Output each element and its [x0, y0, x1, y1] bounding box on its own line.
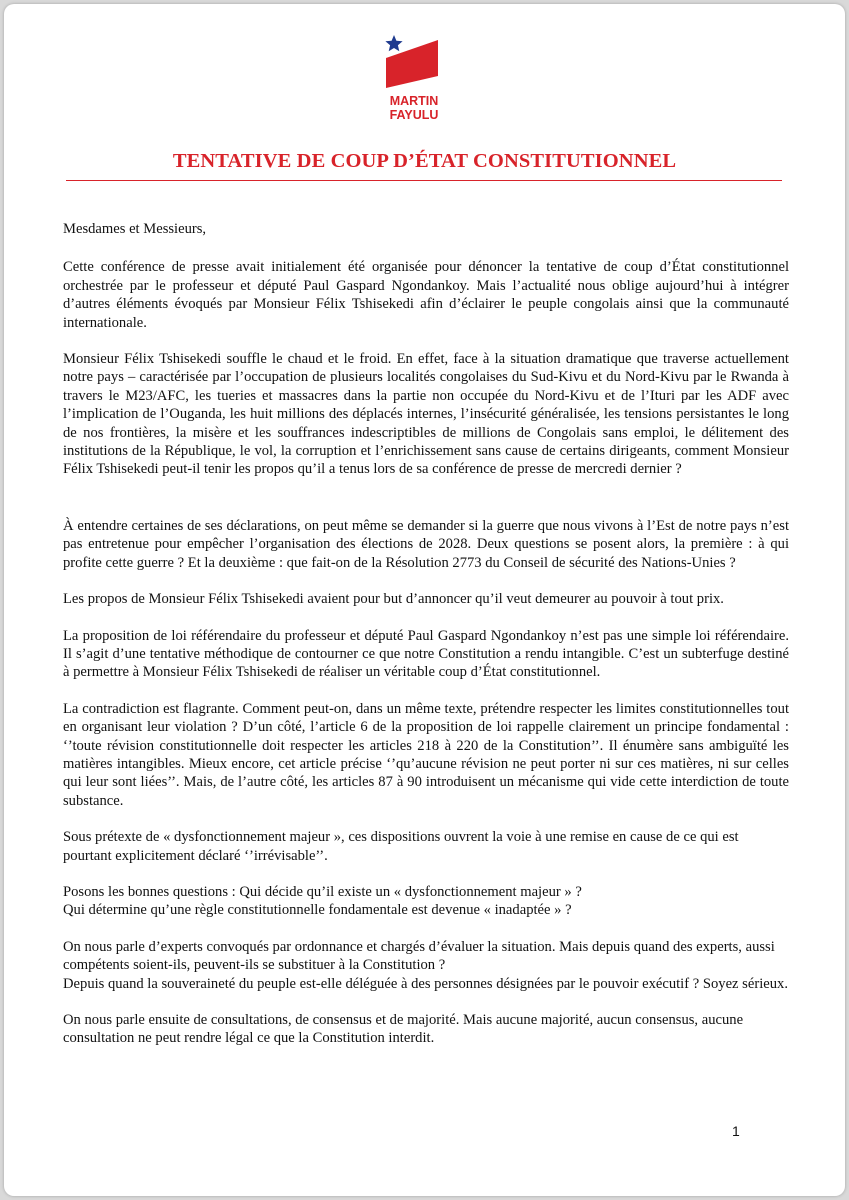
brand-line-1: MARTIN — [389, 94, 439, 108]
paragraph-5: La proposition de loi référendaire du professeur et député Paul Gaspard Ngondankoy n’est pas une simple loi référendaire. Il s’agit d’une tentative méthodique de contourner ce que notre Constitution a rendu intangible. C’est un subterfuge destiné à permettre à Monsieur Félix Tshisekedi de réaliser un véritable coup d’État constitutionnel. — [63, 627, 789, 681]
document-body — [63, 220, 789, 1048]
paragraph-7: Sous prétexte de « dysfonctionnement majeur », ces dispositions ouvrent la voie à une remise en cause de ce qui est pourtant explicitement déclaré ‘’irrévisable’’. — [63, 829, 739, 864]
brand-name — [382, 94, 446, 122]
paragraph-4: Les propos de Monsieur Félix Tshisekedi avaient pour but d’annoncer qu’il veut demeurer au pouvoir à tout prix. — [63, 591, 724, 608]
document-page — [4, 4, 845, 1196]
experts-paragraph-2: Depuis quand la souveraineté du peuple est-elle déléguée à des personnes désignées par le pouvoir exécutif ? Soyez sérieux. — [63, 975, 788, 992]
document-title: TENTATIVE DE COUP D’ÉTAT CONSTITUTIONNEL — [172, 150, 677, 172]
party-logo — [382, 32, 446, 132]
page-number: 1 — [732, 1123, 740, 1139]
question-2: Qui détermine qu’une règle constitutionnelle fondamentale est devenue « inadaptée » ? — [63, 902, 572, 919]
experts-paragraph-1: On nous parle d’experts convoqués par ordonnance et chargés d’évaluer la situation. Mais depuis quand des experts, aussi compétents soient-ils, peuvent-ils se substituer à la Constitution ? — [63, 938, 775, 974]
paragraph-1: Cette conférence de presse avait initialement été organisée pour dénoncer la tentative de coup d’État constitutionnel orchestrée par le professeur et député Paul Gaspard Ngondankoy. Mais l’actualité nous oblige aujourd’hui à intégrer d’autres éléments évoqués par Monsieur Félix Tshisekedi afin d’éclairer le peuple congolais ainsi que la communauté internationale. — [63, 259, 789, 331]
title-divider — [66, 180, 782, 181]
paragraph-2: Monsieur Félix Tshisekedi souffle le chaud et le froid. En effet, face à la situation dramatique que traverse actuellement notre pays – caractérisée par l’occupation de plusieurs localités congolaises du Sud-Kivu et du Nord-Kivu par le Rwanda à travers le M23/AFC, les tueries et massacres dans la partie non occupée du Nord-Kivu et de l’Ituri par les ADF avec l’implication de l’Ouganda, les huit millions des déplacés internes, l’insécurité généralisée, les tensions persistantes le long de nos frontières, la misère et les souffrances indescriptibles de millions de Congolais sans emploi, le délitement des institutions de la République, le vol, la corruption et l’enrichissement sans cause de certains dirigeants, comment Monsieur Félix Tshisekedi peut-il tenir les propos qu’il a tenus lors de sa conférence de presse de mercredi dernier ? — [63, 351, 789, 478]
flag-star-icon — [382, 32, 446, 92]
salutation: Mesdames et Messieurs, — [63, 221, 207, 237]
paragraph-3: À entendre certaines de ses déclarations, on peut même se demander si la guerre que nous vivons à l’Est de notre pays n’est pas entretenue pour empêcher l’organisation des élections de 2028. Deux questions se posent alors, la première : à qui profite cette guerre ? Et la deuxième : que fait-on de la Résolution 2773 du Conseil de sécurité des Nations-Unies ? — [63, 517, 789, 571]
brand-line-2: FAYULU — [389, 108, 439, 122]
paragraph-6: La contradiction est flagrante. Comment peut-on, dans un même texte, prétendre respecter les limites constitutionnelles tout en organisant leur violation ? D’un côté, l’article 6 de la proposition de loi rappelle clairement un principe fondamental : ‘’toute révision constitutionnelle doit respecter les articles 218 à 220 de la Constitution’’. Il énumère sans ambiguïté les matières intangibles. Mieux encore, cet article précise ‘’qu’aucune révision ne peut porter ni sur ces matières, ni sur celles qui leur sont liées’’. Mais, de l’autre côté, les articles 87 à 90 introduisent un mécanisme qui vide cette interdiction de toute substance. — [63, 700, 789, 809]
closing-paragraph: On nous parle ensuite de consultations, de consensus et de majorité. Mais aucune majorité, aucun consensus, aucune consultation ne peut rendre légal ce que la Constitution interdit. — [63, 1012, 744, 1047]
question-1: Posons les bonnes questions : Qui décide qu’il existe un « dysfonctionnement majeur » ? — [63, 883, 582, 900]
